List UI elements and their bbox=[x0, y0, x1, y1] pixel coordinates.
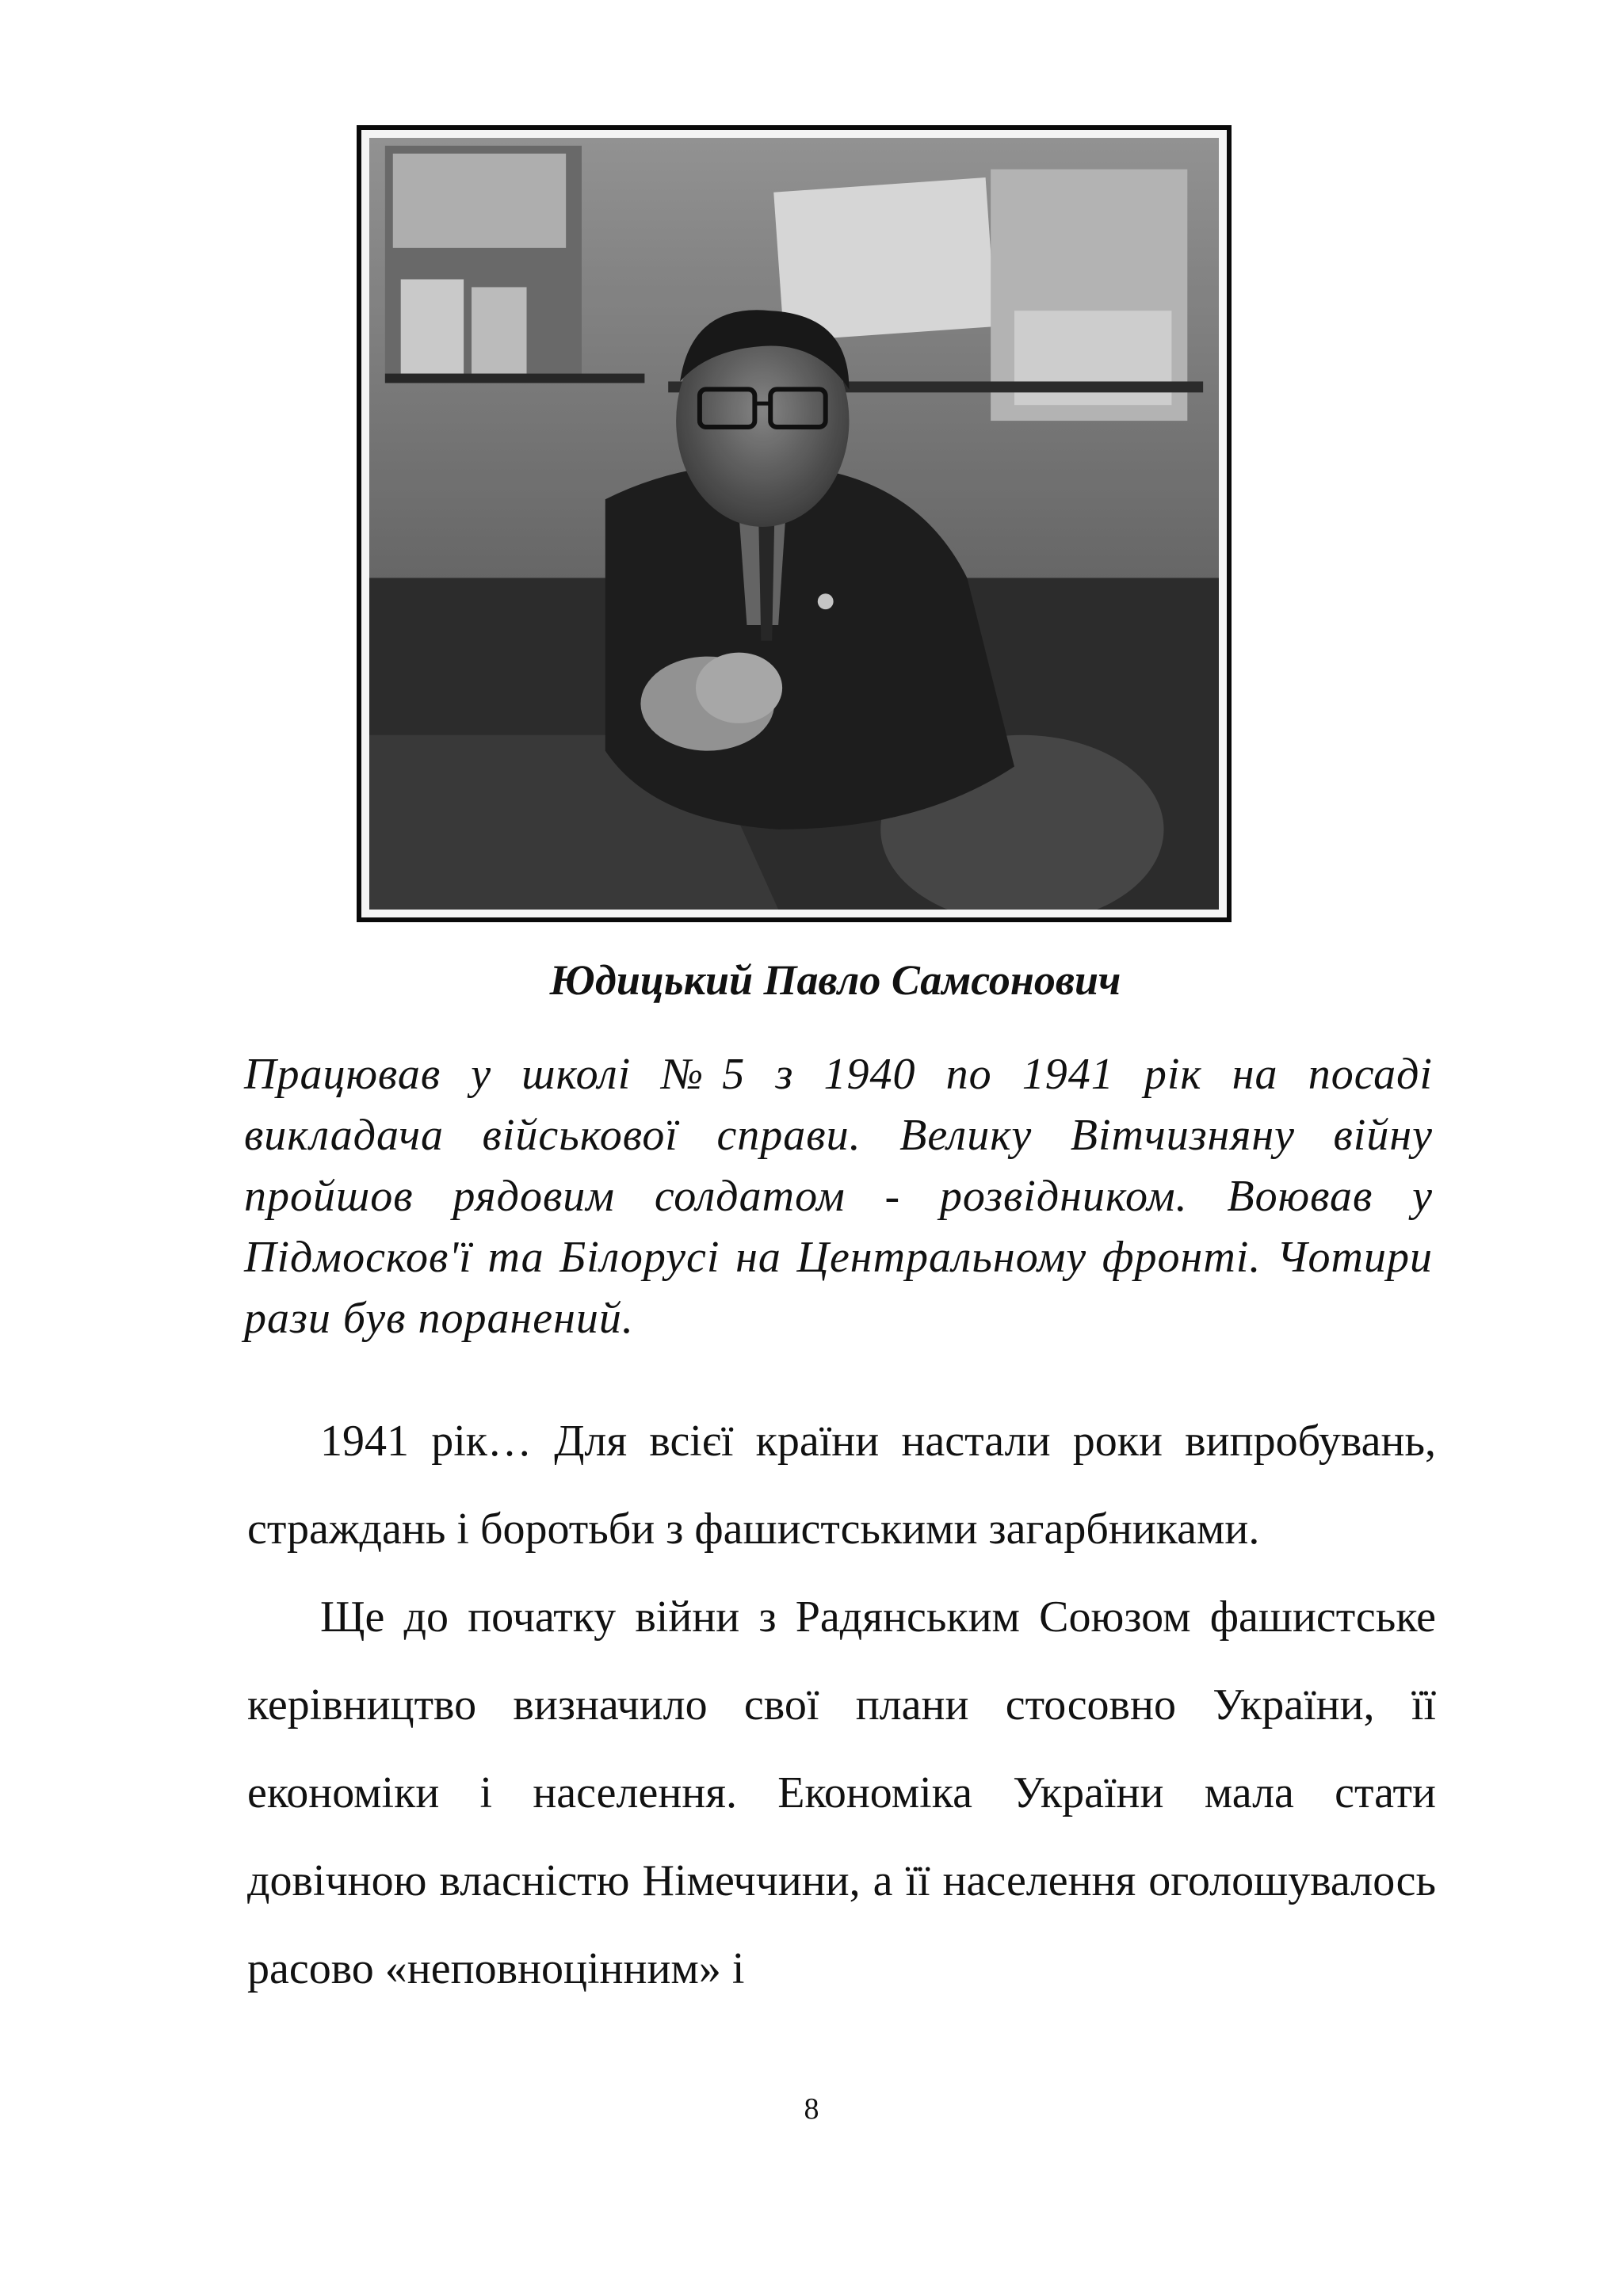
main-text bbox=[247, 1398, 1436, 2013]
page-number: 8 bbox=[804, 2092, 819, 2126]
paragraph: 1941 рік… Для всієї країни настали роки випробувань, страждань і боротьби з фашистськими загарбниками. bbox=[247, 1417, 1436, 1554]
photo-caption-name: Юдицький Павло Самсонович bbox=[549, 956, 1121, 1004]
biography-text: Працював у школі №5 з 1940 по 1941 рік на посаді викладача військової справи. Велику Вітчизняну війну пройшов рядовим солдатом - розвідником. Воював у Підмосков'ї та Білорусі на Центральному фронті. Чотири рази був поранений. bbox=[244, 1050, 1433, 1343]
paragraph: Ще до початку війни з Радянським Союзом фашистське керівництво визначило свої плани стосовно України, її економіки і населення. Економіка України мала стати довічною власністю Німеччини, а її населення оголошувалось расово «неповноцінним» і bbox=[247, 1592, 1436, 1993]
portrait-photo bbox=[369, 138, 1219, 910]
portrait-photo-frame bbox=[357, 125, 1232, 922]
